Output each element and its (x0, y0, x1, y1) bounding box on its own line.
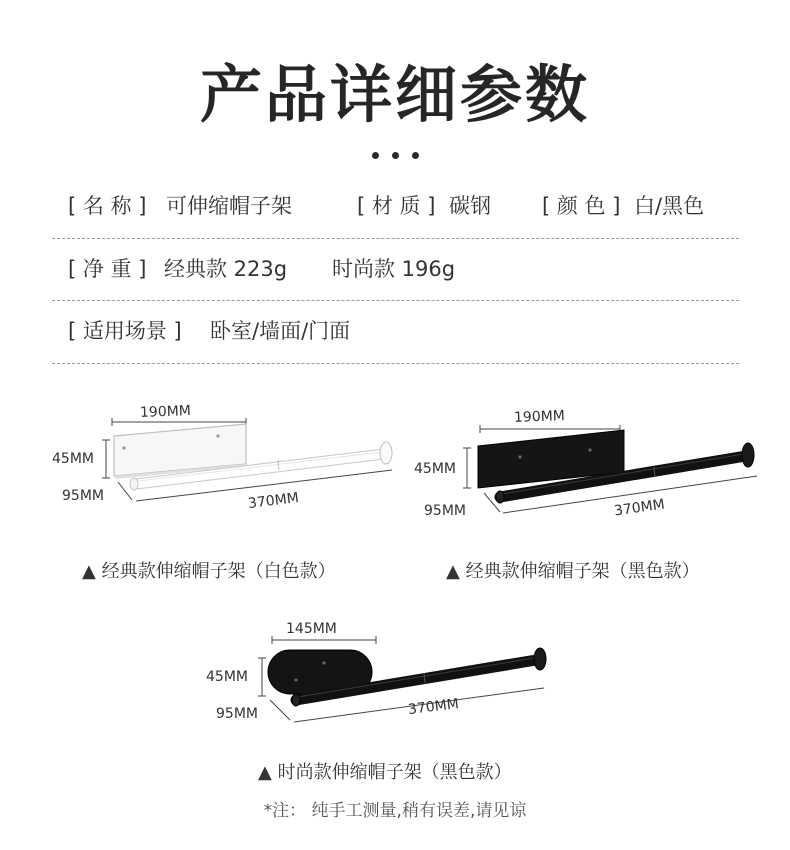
p2-length-label: 370MM (613, 496, 666, 520)
product-white-classic-illustration (102, 418, 392, 501)
p2-height-label: 45MM (414, 461, 456, 477)
measurement-note: *注： 纯手工测量,稍有误差,请见谅 (263, 801, 527, 821)
name-value: 可伸缩帽子架 (166, 194, 292, 218)
name-label: [ 名 称 ] (68, 194, 147, 218)
p1-length-label: 370MM (247, 489, 300, 513)
p2-width-label: 190MM (513, 408, 566, 426)
p1-depth-label: 95MM (62, 488, 104, 504)
scene-label: [ 适用场景 ] (68, 319, 182, 343)
p3-length-label: 370MM (407, 695, 460, 719)
caption-white-classic: ▲ 经典款伸缩帽子架（白色款） (82, 561, 336, 582)
weight-classic: 经典款 223g (164, 257, 288, 281)
material-label: [ 材 质 ] (357, 194, 436, 218)
product-black-fashion-illustration (258, 636, 546, 722)
weight-fashion: 时尚款 196g (332, 257, 456, 281)
scene-value: 卧室/墙面/门面 (210, 319, 351, 343)
p1-height-label: 45MM (52, 451, 94, 467)
p2-depth-label: 95MM (424, 503, 466, 519)
caption-black-fashion: ▲ 时尚款伸缩帽子架（黑色款） (258, 762, 512, 783)
color-value: 白/黑色 (634, 194, 705, 218)
weight-label: [ 净 重 ] (68, 257, 147, 281)
material-value: 碳钢 (449, 194, 491, 218)
caption-black-classic: ▲ 经典款伸缩帽子架（黑色款） (446, 561, 700, 582)
page-title: 产品详细参数 (199, 58, 590, 131)
color-label: [ 颜 色 ] (542, 194, 621, 218)
p3-height-label: 45MM (206, 669, 248, 685)
p1-width-label: 190MM (139, 403, 192, 421)
product-black-classic-illustration (463, 425, 757, 513)
p3-depth-label: 95MM (216, 706, 258, 722)
p3-width-label: 145MM (286, 621, 337, 637)
